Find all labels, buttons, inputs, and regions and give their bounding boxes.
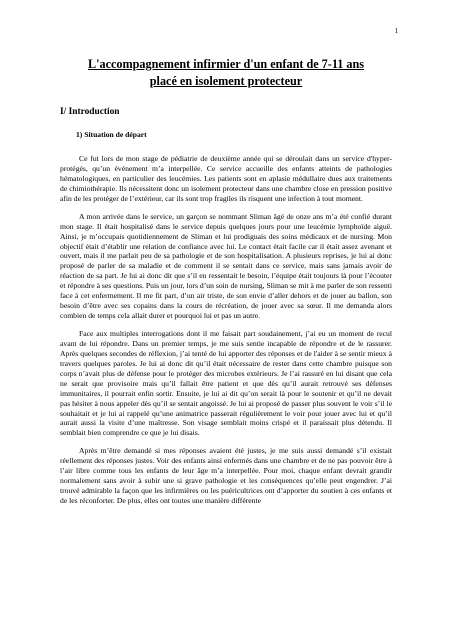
paragraph-1: Ce fut lors de mon stage de pédiatrie de deuxième année qui se déroulait dans un service d'hyper-protégés, qu’un évènement m’a interpellée. Ce service accueille des enfants atteints de pathologies hématologiques, en particulier des leucémies. Les patients sont en aplasie médullaire dues aux traitements de chimiothérapie. Ils nécessitent donc un isolement protecteur dans une chambre close en pression positive afin de les protéger de l’extérieur, car ils sont trop fragiles ils risquent une infection à tout moment.	[60, 154, 392, 203]
page-number: 1	[394, 27, 398, 35]
body-text	[60, 154, 392, 514]
paragraph-2: A mon arrivée dans le service, un garçon se nommant Sliman âgé de onze ans m’a été confié durant mon stage. Il était hospitalisé dans le service depuis quelques jours pour une leucémie lymphoïde aiguë. Ainsi, je m’occupais quotidiennement de Sliman et lui prodiguais des soins médicaux et de nursing. Mon objectif était d’établir une relation de confiance avec lui. Le contact était facile car il était assez avenant et ouvert, mais il me parlait peu de sa pathologie et de son hospitalisation. A plusieurs reprises, je lui ai donc proposé de parler de sa maladie et de comment il se sentait dans ce service, mais sans jamais avoir de réaction de sa part. Je lui ai donc dit que s’il en ressentait le besoin, l’équipe était toujours là pour l’écouter et répondre à ses questions. Puis un jour, lors d’un soin de nursing, Sliman se mit à me parler de son ressenti face à cet enfermement. Il me fit part, d’un air triste, de son envie d’aller dehors et de jouer au ballon, son besoin d’être avec ses copains dans la cours de récréation, de jouer avec sa sœur. Il me demanda alors combien de temps cela allait durer et pourquoi lui et pas un autre.	[60, 211, 392, 321]
paragraph-3: Face aux multiples interrogations dont il me faisait part soudainement, j’ai eu un moment de recul avant de lui répondre. Dans un premier temps, je me suis sentie incapable de répondre et de le rassurer. Après quelques secondes de réflexion, j’ai tenté de lui apporter des réponses et de l'aider à se sentir mieux à travers quelques paroles. Je lui ai donc dit qu’il était nécessaire de rester dans cette chambre puisque son corps n’avait plus de défense pour le protéger des microbes extérieurs. Je l’ai rassuré en lui disant que cela ne serait que provisoire mais qu’il fallait être patient et que dès qu’il aurait retrouvé ses défenses immunitaires, il pourrait enfin sortir. Ensuite, je lui ai dit qu’on serait là pour le soutenir et qu’il ne devait pas hésiter à nous appeler dès qu’il se sentait angoissé. Je lui ai proposé de passer plus souvent le voir s’il le souhaitait et je lui ai rappelé qu’une animatrice passerait régulièrement le voir pour jouer avec lui et qu’il aurait aussi la visite d’une maîtresse. Son visage semblait moins crispé et il paraissait plus détendu. Il semblait bien comprendre ce que je lui disais.	[60, 329, 392, 438]
title-line-1: L'accompagnement infirmier d'un enfant de 7-11 ans	[87, 57, 365, 71]
title-line-2: placé en isolement protecteur	[149, 74, 303, 88]
document-title	[60, 56, 392, 90]
section-heading: I/ Introduction	[60, 107, 120, 117]
subsection-heading: 1) Situation de départ	[76, 130, 147, 139]
paragraph-4: Après m’être demandé si mes réponses avaient été justes, je me suis aussi demandé s’il existait réellement des réponses justes. Voir des enfants ainsi enfermés dans une chambre et de ne pas pouvoir être à l’air libre comme tous les enfants de leur âge m’a interpellée. Pour moi, chaque enfant devrait grandir normalement sans avoir à subir une si grave pathologie et les conséquences qu’elle peut engendrer. J’ai trouvé admirable la façon que les infirmières ou les puéricultrices ont d’apporter du soutien à ces enfants et de les réconforter. De plus, elles ont toutes une manière différente	[60, 446, 392, 505]
